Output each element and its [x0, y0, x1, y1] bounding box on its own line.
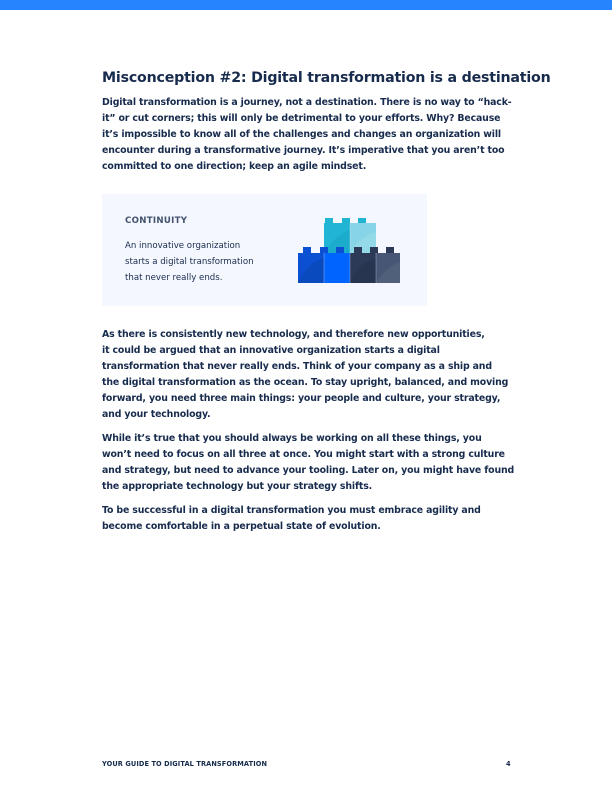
paragraph-line: it’s impossible to know all of the challenges and changes an organization will [102, 129, 501, 140]
paragraph-line: As there is consistently new technology, and therefore new opportunities, [102, 329, 485, 340]
paragraph-line: Digital transformation is a journey, not a destination. There is no way to “hack- [102, 97, 512, 108]
paragraph-line: the appropriate technology but your strategy shifts. [102, 481, 373, 492]
block-stud [342, 218, 350, 223]
section [102, 69, 551, 87]
paragraph-line: encounter during a transformative journey. It’s imperative that you aren’t too [102, 145, 505, 156]
paragraph-line: and your technology. [102, 409, 211, 420]
paragraph-line: and strategy, but need to advance your tooling. Later on, you might have found [102, 465, 515, 476]
section-heading: Misconception #2: Digital transformation is a destination [102, 70, 551, 86]
paragraph-line: To be successful in a digital transformation you must embrace agility and [102, 505, 481, 516]
paragraph-line: transformation that never really ends. Think of your company as a ship and [102, 361, 492, 372]
page-number: 4 [506, 760, 511, 768]
block-stud [370, 247, 378, 253]
callout-line: starts a digital transformation [125, 257, 254, 267]
building-blocks-icon [298, 218, 402, 284]
paragraph-3 [102, 431, 514, 495]
block-stud [303, 247, 311, 253]
paragraph-line: it could be argued that an innovative organization starts a digital [102, 345, 440, 356]
block-stud [336, 247, 344, 253]
block-stud [320, 247, 328, 253]
footer-title: YOUR GUIDE TO DIGITAL TRANSFORMATION [102, 760, 268, 768]
paragraph-line: forward, you need three main things: your people and culture, your strategy, [102, 393, 501, 404]
callout-text [125, 238, 254, 286]
top-accent-bar [0, 0, 612, 10]
paragraph-1 [102, 95, 512, 175]
block-stud [386, 247, 394, 253]
callout-line: An innovative organization [125, 241, 241, 251]
block-bottom-2 [324, 253, 350, 283]
paragraph-4 [102, 503, 481, 535]
block-stud [358, 218, 366, 223]
paragraph-line: won’t need to focus on all three at once. You might start with a strong culture [102, 449, 505, 460]
continuity-callout [102, 194, 427, 306]
callout-heading: CONTINUITY [125, 216, 188, 226]
paragraph-line: committed to one direction; keep an agile mindset. [102, 161, 367, 172]
paragraph-2 [102, 327, 508, 423]
paragraph-line: it” or cut corners; this will only be detrimental to your efforts. Why? Because [102, 113, 501, 124]
block-stud [354, 247, 362, 253]
block-stud [325, 218, 333, 223]
paragraph-line: become comfortable in a perpetual state of evolution. [102, 521, 381, 532]
paragraph-line: While it’s true that you should always be working on all these things, you [102, 433, 482, 444]
callout-line: that never really ends. [125, 273, 223, 283]
paragraph-line: the digital transformation as the ocean. To stay upright, balanced, and moving [102, 377, 509, 388]
